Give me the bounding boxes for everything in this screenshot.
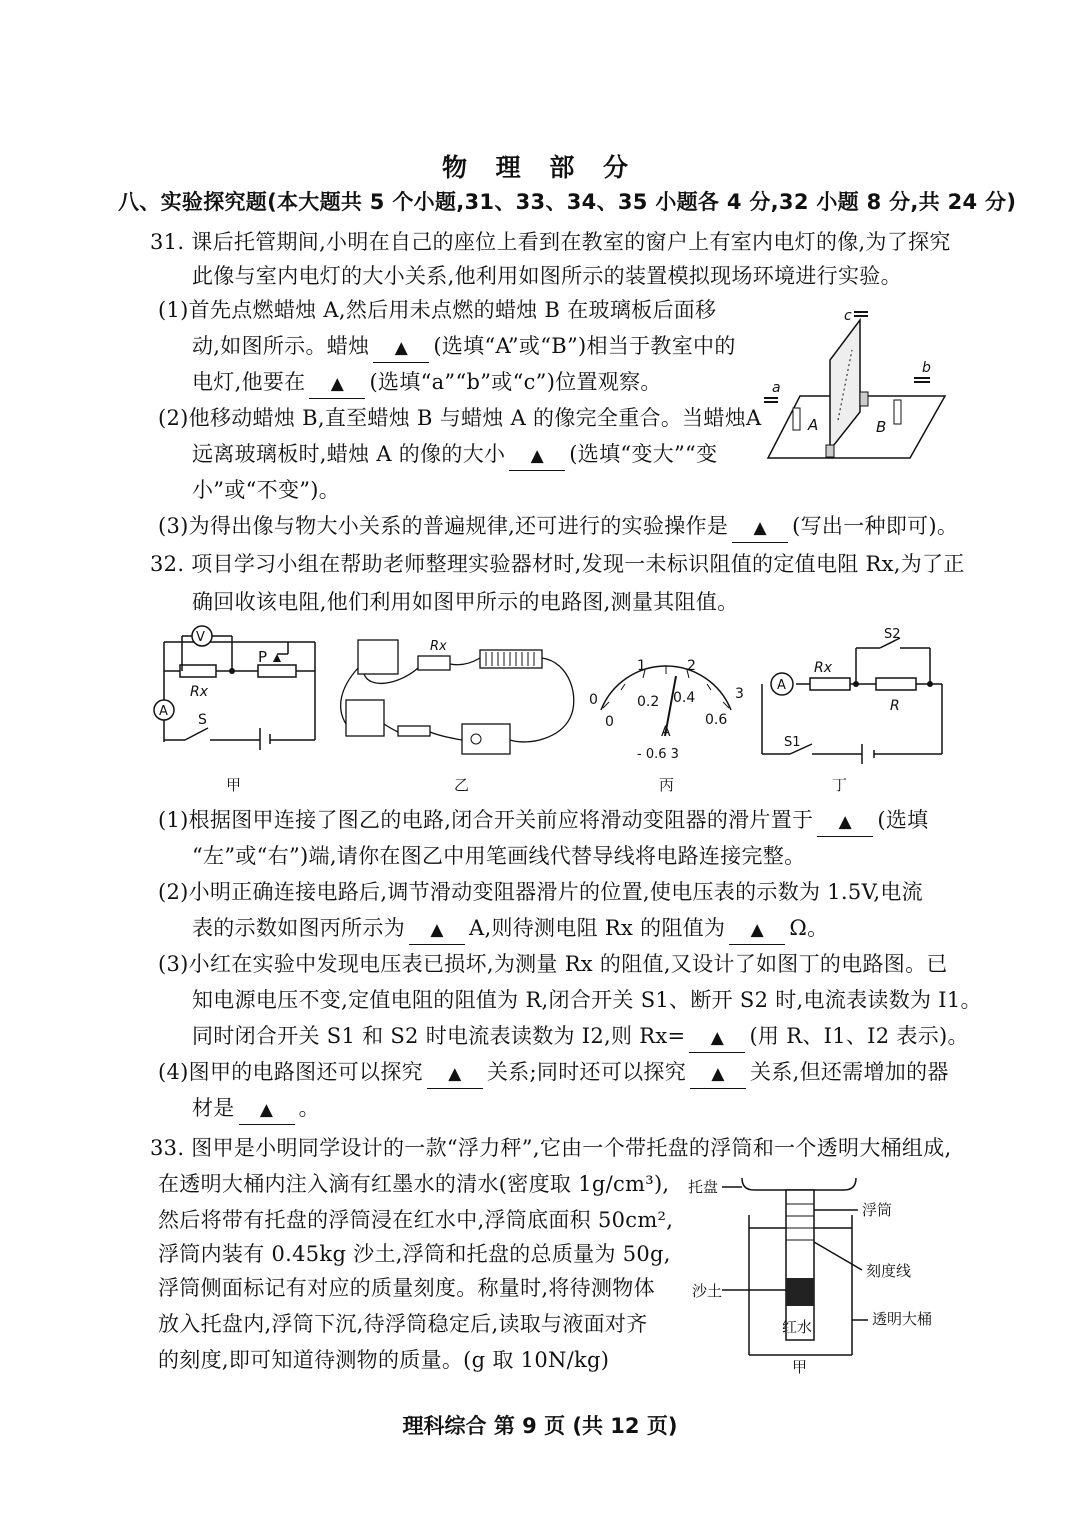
q32-part1-line-1: (1)根据图甲连接了图乙的电路,闭合开关前应将滑动变阻器的滑片置于 ▲ (选填 <box>158 806 928 837</box>
eye-icon-a <box>764 398 778 402</box>
svg-text:0.2: 0.2 <box>637 694 660 710</box>
q32-part3-line-3: 同时闭合开关 S1 和 S2 时电流表读数为 I2,则 Rx= ▲ (用 R、I1、I2 表示)。 <box>192 1022 969 1053</box>
svg-text:Rx: Rx <box>814 660 833 676</box>
svg-text:沙土: 沙土 <box>692 1282 723 1300</box>
svg-text:0: 0 <box>589 692 598 708</box>
caption-jia: 甲 <box>226 776 242 794</box>
svg-text:红水: 红水 <box>782 1318 813 1336</box>
q32-part4-line-1: (4)图甲的电路图还可以探究 ▲ 关系;同时还可以探究 ▲ 关系,但还需增加的器 <box>158 1058 949 1089</box>
label-c: c <box>844 308 852 324</box>
q32-part2-line-2: 表的示数如图丙所示为 ▲ A,则待测电阻 Rx 的阻值为 ▲ Ω。 <box>192 914 828 945</box>
q32-line-1: 32. 项目学习小组在帮助老师整理实验器材时,发现一未标识阻值的定值电阻 Rx,为了正 <box>150 552 965 576</box>
svg-text:透明大桶: 透明大桶 <box>872 1310 933 1328</box>
svg-text:3: 3 <box>735 686 744 702</box>
eye-icon-c <box>854 312 868 316</box>
svg-text:0.4: 0.4 <box>673 690 696 706</box>
svg-text:A: A <box>777 678 786 693</box>
answer-blank[interactable]: ▲ <box>373 334 429 363</box>
page-title: 物 理 部 分 <box>441 153 639 182</box>
label-b: b <box>922 360 931 376</box>
svg-text:2: 2 <box>687 658 696 674</box>
q31-part1-line-1: (1)首先点燃蜡烛 A,然后用未点燃的蜡烛 B 在玻璃板后面移 <box>158 298 717 322</box>
svg-text:P: P <box>258 648 268 666</box>
answer-blank[interactable]: ▲ <box>309 370 365 399</box>
caption-bing: 丙 <box>659 776 675 794</box>
caption-ding: 丁 <box>832 776 848 794</box>
svg-text:浮筒: 浮筒 <box>862 1201 893 1219</box>
switch-device-icon <box>398 726 430 736</box>
svg-text:R: R <box>890 698 900 714</box>
page-footer: 理科综合 第 9 页 (共 12 页) <box>402 1414 678 1438</box>
answer-blank[interactable]: ▲ <box>427 1060 483 1089</box>
label-candle-a: A <box>808 416 819 434</box>
q33-line-1: 33. 图甲是小明同学设计的一款“浮力秤”,它由一个带托盘的浮筒和一个透明大桶组成, <box>150 1136 952 1160</box>
q31-part1-line-3: 电灯,他要在 ▲ (选填“a”“b”或“c”)位置观察。 <box>192 368 662 399</box>
answer-blank[interactable]: ▲ <box>509 442 565 471</box>
svg-text:1: 1 <box>637 658 646 674</box>
candle-b-icon <box>894 400 901 424</box>
q32-part3-line-1: (3)小红在实验中发现电压表已损坏,为测量 Rx 的阻值,又设计了如图丁的电路图。已 <box>158 952 948 976</box>
svg-text:- 0.6 3: - 0.6 3 <box>637 747 679 762</box>
caption-yi: 乙 <box>454 776 470 794</box>
svg-text:S1: S1 <box>784 735 801 750</box>
q31-part3-line: (3)为得出像与物大小关系的普遍规律,还可进行的实验操作是 ▲ (写出一种即可)。 <box>158 512 958 543</box>
svg-text:S: S <box>198 712 207 728</box>
resistor-device-icon <box>418 656 450 670</box>
q33-line-5: 浮筒侧面标记有对应的质量刻度。称量时,将待测物体 <box>158 1276 655 1300</box>
tray-icon <box>742 1178 856 1190</box>
svg-text:V: V <box>196 630 205 645</box>
q32-figure-bing <box>585 648 750 798</box>
ammeter-device-icon <box>346 700 384 736</box>
q32-part3-line-2: 知电源电压不变,定值电阻的阻值为 R,闭合开关 S1、断开 S2 时,电流表读数为 I1。 <box>192 988 982 1012</box>
candle-a-icon <box>793 408 800 430</box>
svg-text:Rx: Rx <box>430 639 447 654</box>
q31-line-2: 此像与室内电灯的大小关系,他利用如图所示的装置模拟现场环境进行实验。 <box>192 264 902 288</box>
eye-icon-b <box>914 378 930 382</box>
q32-figure-yi <box>330 628 580 798</box>
svg-text:托盘: 托盘 <box>688 1178 719 1196</box>
q33-line-4: 浮筒内装有 0.45kg 沙土,浮筒和托盘的总质量为 50g, <box>158 1242 671 1266</box>
svg-text:刻度线: 刻度线 <box>866 1262 912 1280</box>
q33-line-2: 在透明大桶内注入滴有红墨水的清水(密度取 1g/cm³), <box>158 1172 670 1196</box>
answer-blank[interactable]: ▲ <box>689 1024 745 1053</box>
voltmeter-device-icon <box>358 640 398 674</box>
q31-part2-line-2: 远离玻璃板时,蜡烛 A 的像的大小 ▲ (选填“变大”“变 <box>192 440 717 471</box>
section-heading: 八、实验探究题(本大题共 5 个小题,31、33、34、35 小题各 4 分,32 小题 8 分,共 24 分) <box>118 190 1017 214</box>
svg-text:S2: S2 <box>884 627 901 642</box>
svg-text:A: A <box>661 724 671 740</box>
answer-blank[interactable]: ▲ <box>732 514 788 543</box>
q33-line-6: 放入托盘内,浮筒下沉,待浮筒稳定后,读取与液面对齐 <box>158 1312 648 1336</box>
q32-part2-line-1: (2)小明正确连接电路后,调节滑动变阻器滑片的位置,使电压表的示数为 1.5V,电流 <box>158 880 923 904</box>
label-a: a <box>772 380 781 396</box>
svg-text:0: 0 <box>605 714 614 730</box>
q32-figure-ding <box>750 624 950 799</box>
svg-text:0.6: 0.6 <box>705 712 728 728</box>
svg-text:Rx: Rx <box>190 684 209 700</box>
answer-blank[interactable]: ▲ <box>817 808 873 837</box>
caption-jia-q33: 甲 <box>792 1358 808 1376</box>
q31-mirror-figure <box>760 300 950 465</box>
q31-part2-line-1: (2)他移动蜡烛 B,直至蜡烛 B 与蜡烛 A 的像完全重合。当蜡烛A <box>158 406 762 430</box>
rheostat-icon <box>480 650 542 668</box>
answer-blank[interactable]: ▲ <box>690 1060 746 1089</box>
answer-blank[interactable]: ▲ <box>729 916 785 945</box>
q32-part4-line-2: 材是 ▲ 。 <box>192 1094 320 1125</box>
answer-blank[interactable]: ▲ <box>409 916 465 945</box>
sand-icon <box>786 1278 814 1306</box>
q32-part1-line-2: “左”或“右”)端,请你在图乙中用笔画线代替导线将电路连接完整。 <box>192 844 806 868</box>
q33-line-3: 然后将带有托盘的浮筒浸在红水中,浮筒底面积 50cm², <box>158 1208 674 1232</box>
q31-part2-line-3: 小”或“不变”)。 <box>192 478 341 502</box>
q33-line-7: 的刻度,即可知道待测物的质量。(g 取 10N/kg) <box>158 1348 610 1372</box>
svg-text:A: A <box>159 704 168 719</box>
q31-part1-line-2: 动,如图所示。蜡烛 ▲ (选填“A”或“B”)相当于教室中的 <box>192 332 736 363</box>
q32-figure-jia <box>150 622 330 797</box>
power-supply-icon <box>462 724 510 754</box>
q33-buoyancy-figure <box>682 1170 950 1380</box>
label-candle-b: B <box>876 418 887 436</box>
q32-line-2: 确回收该电阻,他们利用如图甲所示的电路图,测量其阻值。 <box>192 590 739 614</box>
answer-blank[interactable]: ▲ <box>239 1096 295 1125</box>
q31-line-1: 31. 课后托管期间,小明在自己的座位上看到在教室的窗户上有室内电灯的像,为了探究 <box>150 230 951 254</box>
